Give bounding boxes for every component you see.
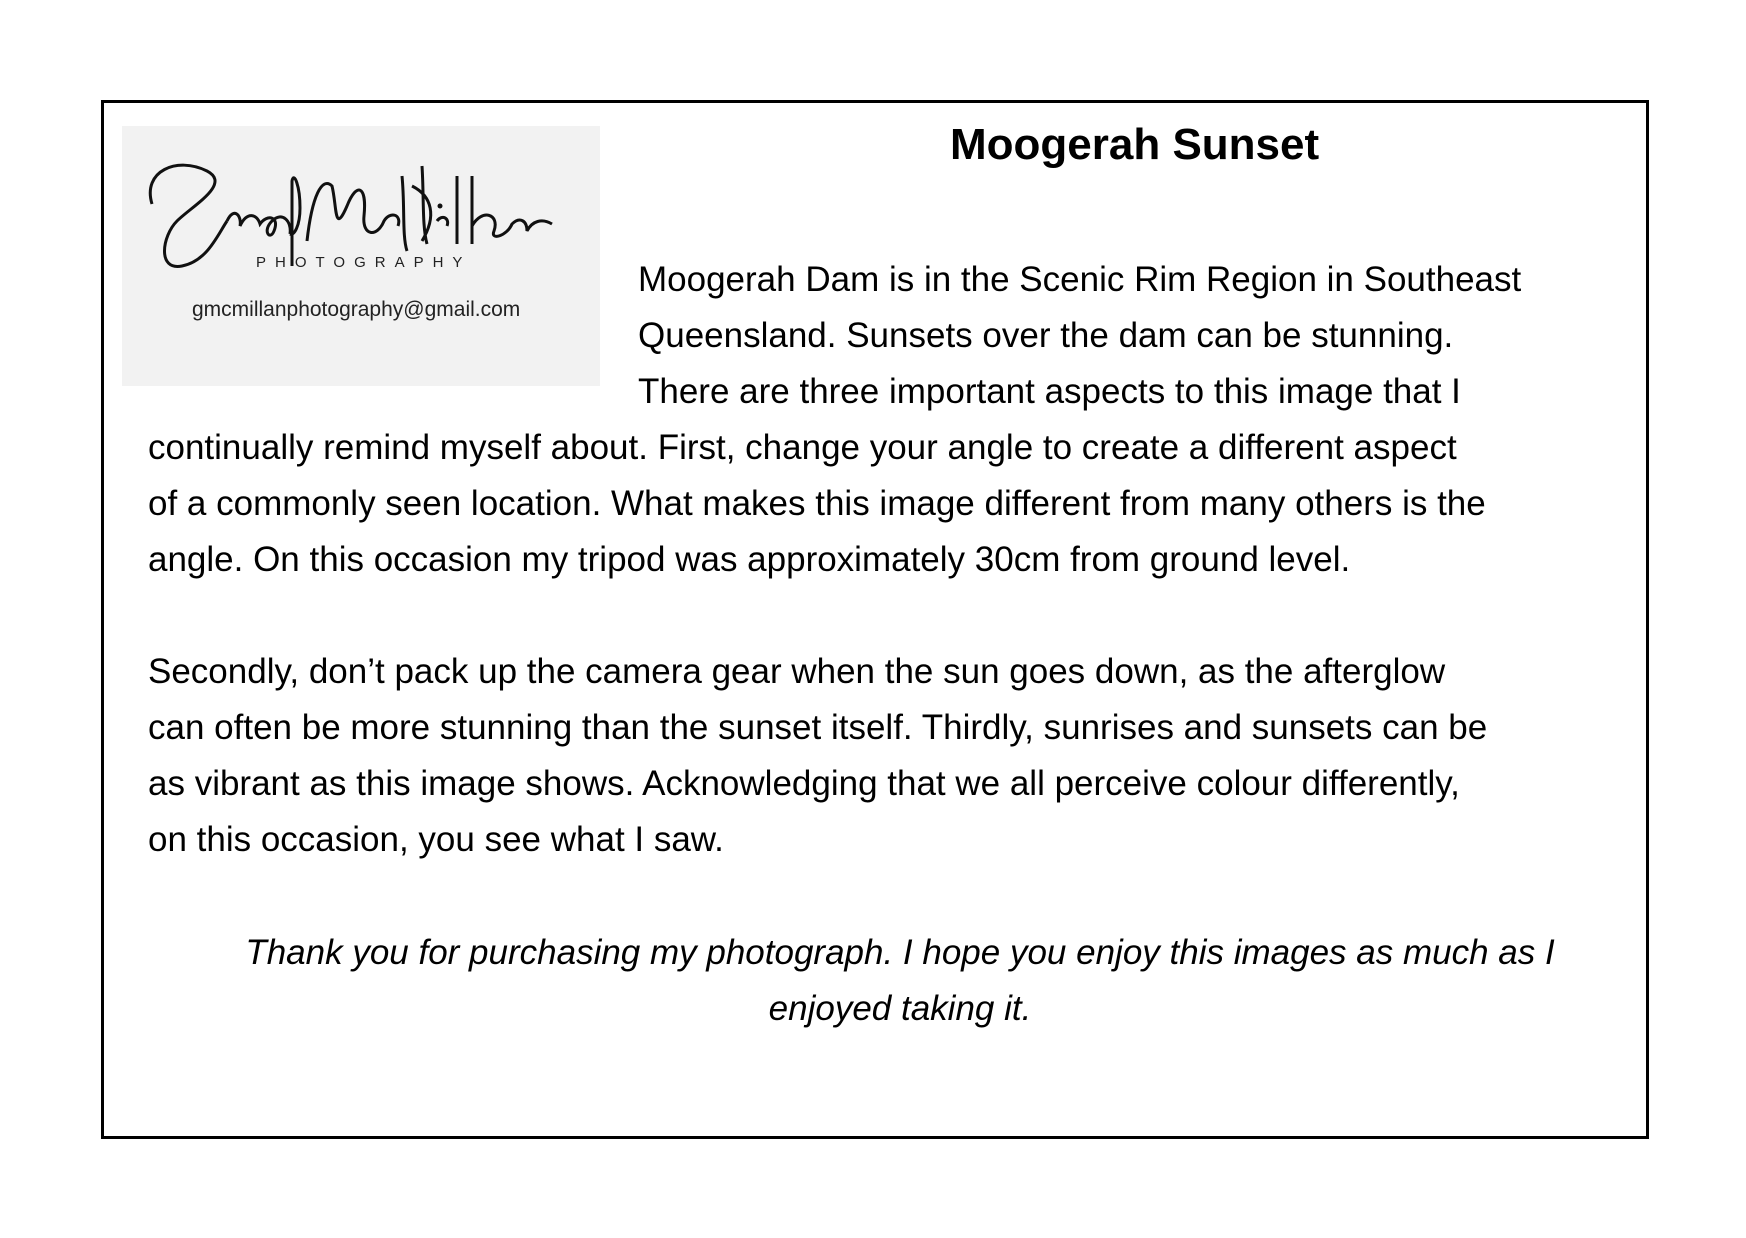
paragraph2-line: Secondly, don’t pack up the camera gear when the sun goes down, as the afterglow <box>148 652 1446 691</box>
paragraph1-line: Moogerah Dam is in the Scenic Rim Region in Southeast <box>638 260 1522 299</box>
paragraph1-line: Queensland. Sunsets over the dam can be stunning. <box>638 316 1454 355</box>
page-title: Moogerah Sunset <box>950 120 1320 169</box>
paragraph1-line: angle. On this occasion my tripod was approximately 30cm from ground level. <box>148 540 1351 579</box>
paragraph1-line: continually remind myself about. First, change your angle to create a different aspect <box>148 428 1457 467</box>
logo <box>122 126 600 386</box>
paragraph1-line: There are three important aspects to this image that I <box>638 372 1461 411</box>
logo-email: gmcmillanphotography@gmail.com <box>192 298 521 321</box>
paragraph1-line: of a commonly seen location. What makes this image different from many others is the <box>148 484 1486 523</box>
logo-brand: PHOTOGRAPHY <box>256 254 472 271</box>
paragraph2-line: can often be more stunning than the sunset itself. Thirdly, sunrises and sunsets can be <box>148 708 1488 747</box>
paragraph2-line: on this occasion, you see what I saw. <box>148 820 724 859</box>
closing-message <box>120 925 1680 1037</box>
paragraph2-line: as vibrant as this image shows. Acknowledging that we all perceive colour differently, <box>148 764 1460 803</box>
closing-line: Thank you for purchasing my photograph. I hope you enjoy this images as much as I <box>245 933 1555 972</box>
closing-line: enjoyed taking it. <box>768 989 1032 1028</box>
